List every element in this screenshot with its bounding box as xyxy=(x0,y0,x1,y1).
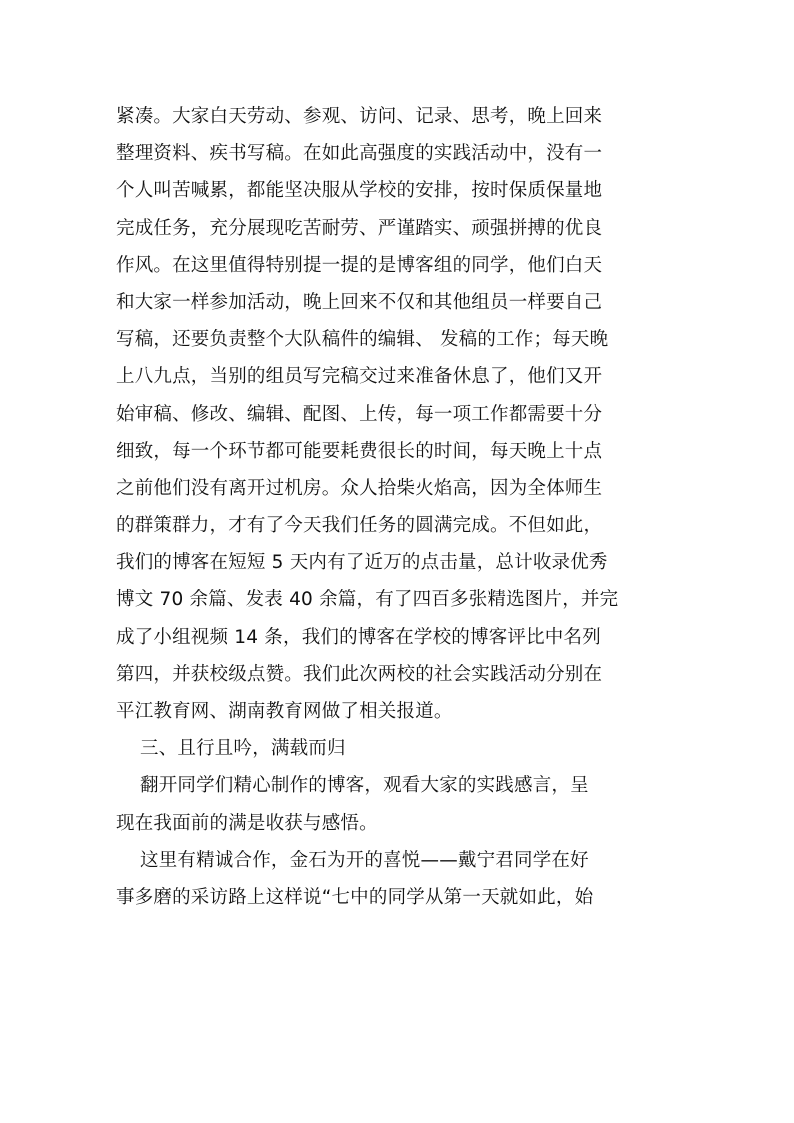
text-line: 始审稿、修改、编辑、配图、上传，每一项工作都需要十分 xyxy=(116,403,603,425)
text-line: 细致，每一个环节都可能要耗费很长的时间，每天晚上十点 xyxy=(116,440,603,462)
text-line: 我们的博客在短短 5 天内有了近万的点击量，总计收录优秀 xyxy=(116,552,608,574)
paragraph-first-line: 翻开同学们精心制作的博客，观看大家的实践感言，呈 xyxy=(140,775,589,797)
text-line: 个人叫苦喊累，都能坚决服从学校的安排，按时保质保量地 xyxy=(116,180,603,202)
text-line: 作风。在这里值得特别提一提的是博客组的同学，他们白天 xyxy=(116,254,603,276)
text-line: 上八九点，当别的组员写完稿交过来准备休息了，他们又开 xyxy=(116,366,603,388)
text-line: 平江教育网、湖南教育网做了相关报道。 xyxy=(116,701,453,722)
text-line: 整理资料、疾书写稿。在如此高强度的实践活动中，没有一 xyxy=(116,143,603,165)
text-line: 成了小组视频 14 条，我们的博客在学校的博客评比中名列 xyxy=(116,626,601,648)
text-line: 紧凑。大家白天劳动、参观、访问、记录、思考，晚上回来 xyxy=(116,106,603,127)
text-line: 第四，并获校级点赞。我们此次两校的社会实践活动分别在 xyxy=(116,663,603,685)
text-line: 博文 70 余篇、发表 40 余篇，有了四百多张精选图片，并完 xyxy=(116,589,619,611)
text-line: 的群策群力，才有了今天我们任务的圆满完成。不但如此， xyxy=(116,515,603,537)
document-body xyxy=(116,98,686,916)
text-line: 写稿，还要负责整个大队稿件的编辑、 发稿的工作；每天晚 xyxy=(116,329,609,351)
text-line: 事多磨的采访路上这样说“七中的同学从第一天就如此，始 xyxy=(116,886,594,908)
text-line: 完成任务，充分展现吃苦耐劳、严谨踏实、顽强拼搏的优良 xyxy=(116,217,603,239)
text-line: 现在我面前的满是收获与感悟。 xyxy=(116,812,378,834)
section-heading: 三、且行且吟，满载而归 xyxy=(140,738,346,760)
text-line: 之前他们没有离开过机房。众人拾柴火焰高，因为全体师生 xyxy=(116,477,603,499)
text-line: 和大家一样参加活动，晚上回来不仅和其他组员一样要自己 xyxy=(116,291,603,313)
paragraph-first-line: 这里有精诚合作，金石为开的喜悦——戴宁君同学在好 xyxy=(140,849,589,871)
